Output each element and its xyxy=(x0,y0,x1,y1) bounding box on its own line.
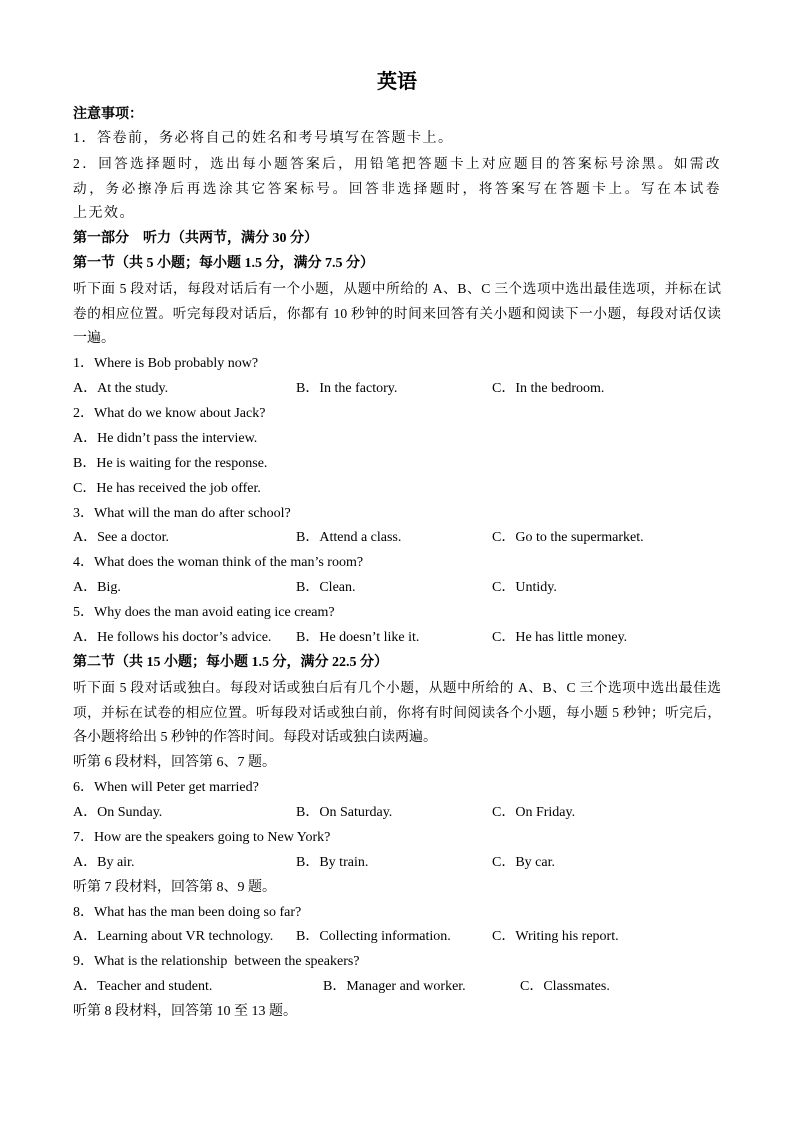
section-instruction-line: 卷的相应位置。听完每段对话后，你都有 10 秒钟的时间来回答有关小题和阅读下一小题，每段对话仅读 xyxy=(73,306,721,321)
question-stem: 3．What will the man do after school? xyxy=(73,505,291,521)
answer-option: A．See a doctor. xyxy=(73,530,170,546)
question-stem: 6．When will Peter get married? xyxy=(73,779,259,795)
question-stem: 8．What has the man been doing so far? xyxy=(73,904,302,920)
answer-option: A．Big. xyxy=(73,580,121,596)
answer-option: B．Clean. xyxy=(296,580,356,596)
notes-line: 2．回答选择题时，选出每小题答案后，用铅笔把答题卡上对应题目的答案标号涂黑。如需改 xyxy=(73,156,721,172)
section-instruction-line: 听下面 5 段对话或独白。每段对话或独白后有几个小题，从题中所给的 A、B、C 三个选项中选出最佳选 xyxy=(73,680,721,696)
section-heading: 第一节（共 5 小题；每小题 1.5 分，满分 7.5 分） xyxy=(73,256,374,272)
answer-option: C．Go to the supermarket. xyxy=(492,530,644,546)
material-instruction: 听第 8 段材料，回答第 10 至 13 题。 xyxy=(73,1004,297,1020)
answer-option: A．At the study. xyxy=(73,380,169,396)
question-stem: 2．What do we know about Jack? xyxy=(73,405,266,421)
answer-option: A．Teacher and student. xyxy=(73,979,213,995)
answer-option: A．He follows his doctor’s advice. xyxy=(73,630,272,646)
section-instruction-line: 各小题将给出 5 秒钟的作答时间。每段对话或独白读两遍。 xyxy=(73,729,437,745)
answer-option: B．He is waiting for the response. xyxy=(73,455,268,471)
question-stem: 5．Why does the man avoid eating ice cream? xyxy=(73,605,335,621)
options-row xyxy=(73,851,721,876)
question-stem: 7．How are the speakers going to New York? xyxy=(73,829,331,845)
notes-heading: 注意事项： xyxy=(73,106,143,122)
answer-option: B．He doesn’t like it. xyxy=(296,630,420,646)
answer-option: B．In the factory. xyxy=(296,380,398,396)
answer-option: C．He has little money. xyxy=(492,630,628,646)
section-instruction-line: 项，并标在试卷的相应位置。听每段对话或独白前，你将有时间阅读各个小题，每小题 5 秒钟；听完后， xyxy=(73,705,721,720)
question-stem: 1．Where is Bob probably now? xyxy=(73,355,259,371)
notes-line: 1．答卷前，务必将自己的姓名和考号填写在答题卡上。 xyxy=(73,131,454,147)
answer-option: A．By air. xyxy=(73,854,135,870)
section-instruction-line: 一遍。 xyxy=(73,330,115,346)
options-row xyxy=(73,925,721,950)
options-row xyxy=(73,626,721,651)
question-stem: 4．What does the woman think of the man’s room? xyxy=(73,555,364,571)
answer-option: C．On Friday. xyxy=(492,804,576,820)
notes-line: 上无效。 xyxy=(73,206,135,222)
answer-option: B．By train. xyxy=(296,854,369,870)
answer-option: B．Attend a class. xyxy=(296,530,402,546)
options-row xyxy=(73,975,721,1000)
options-row xyxy=(73,526,721,551)
exam-title: 英语 xyxy=(377,71,417,93)
options-row xyxy=(73,801,721,826)
answer-option: B．Collecting information. xyxy=(296,929,451,945)
question-stem: 9．What is the relationship between the speakers? xyxy=(73,954,360,970)
answer-option: C．In the bedroom. xyxy=(492,380,605,396)
part-heading: 第一部分 听力（共两节，满分 30 分） xyxy=(73,231,318,247)
answer-option: C．He has received the job offer. xyxy=(73,480,261,496)
options-row xyxy=(73,377,721,402)
material-instruction: 听第 6 段材料，回答第 6、7 题。 xyxy=(73,754,276,770)
section-instruction-line: 听下面 5 段对话，每段对话后有一个小题，从题中所给的 A、B、C 三个选项中选出最佳选项，并标在试 xyxy=(73,281,721,297)
exam-content xyxy=(73,103,721,1026)
notes-line: 动，务必擦净后再选涂其它答案标号。回答非选择题时，将答案写在答题卡上。写在本试卷 xyxy=(73,181,721,197)
options-row xyxy=(73,576,721,601)
section-heading: 第二节（共 15 小题；每小题 1.5 分，满分 22.5 分） xyxy=(73,655,388,671)
answer-option: C．Writing his report. xyxy=(492,929,619,945)
answer-option: A．On Sunday. xyxy=(73,804,163,820)
answer-option: C．By car. xyxy=(492,854,555,870)
answer-option: C．Classmates. xyxy=(520,979,610,995)
answer-option: A．Learning about VR technology. xyxy=(73,929,274,945)
answer-option: C．Untidy. xyxy=(492,580,557,596)
answer-option: B．On Saturday. xyxy=(296,804,393,820)
answer-option: B．Manager and worker. xyxy=(323,979,466,995)
answer-option: A．He didn’t pass the interview. xyxy=(73,430,258,446)
material-instruction: 听第 7 段材料，回答第 8、9 题。 xyxy=(73,879,276,895)
